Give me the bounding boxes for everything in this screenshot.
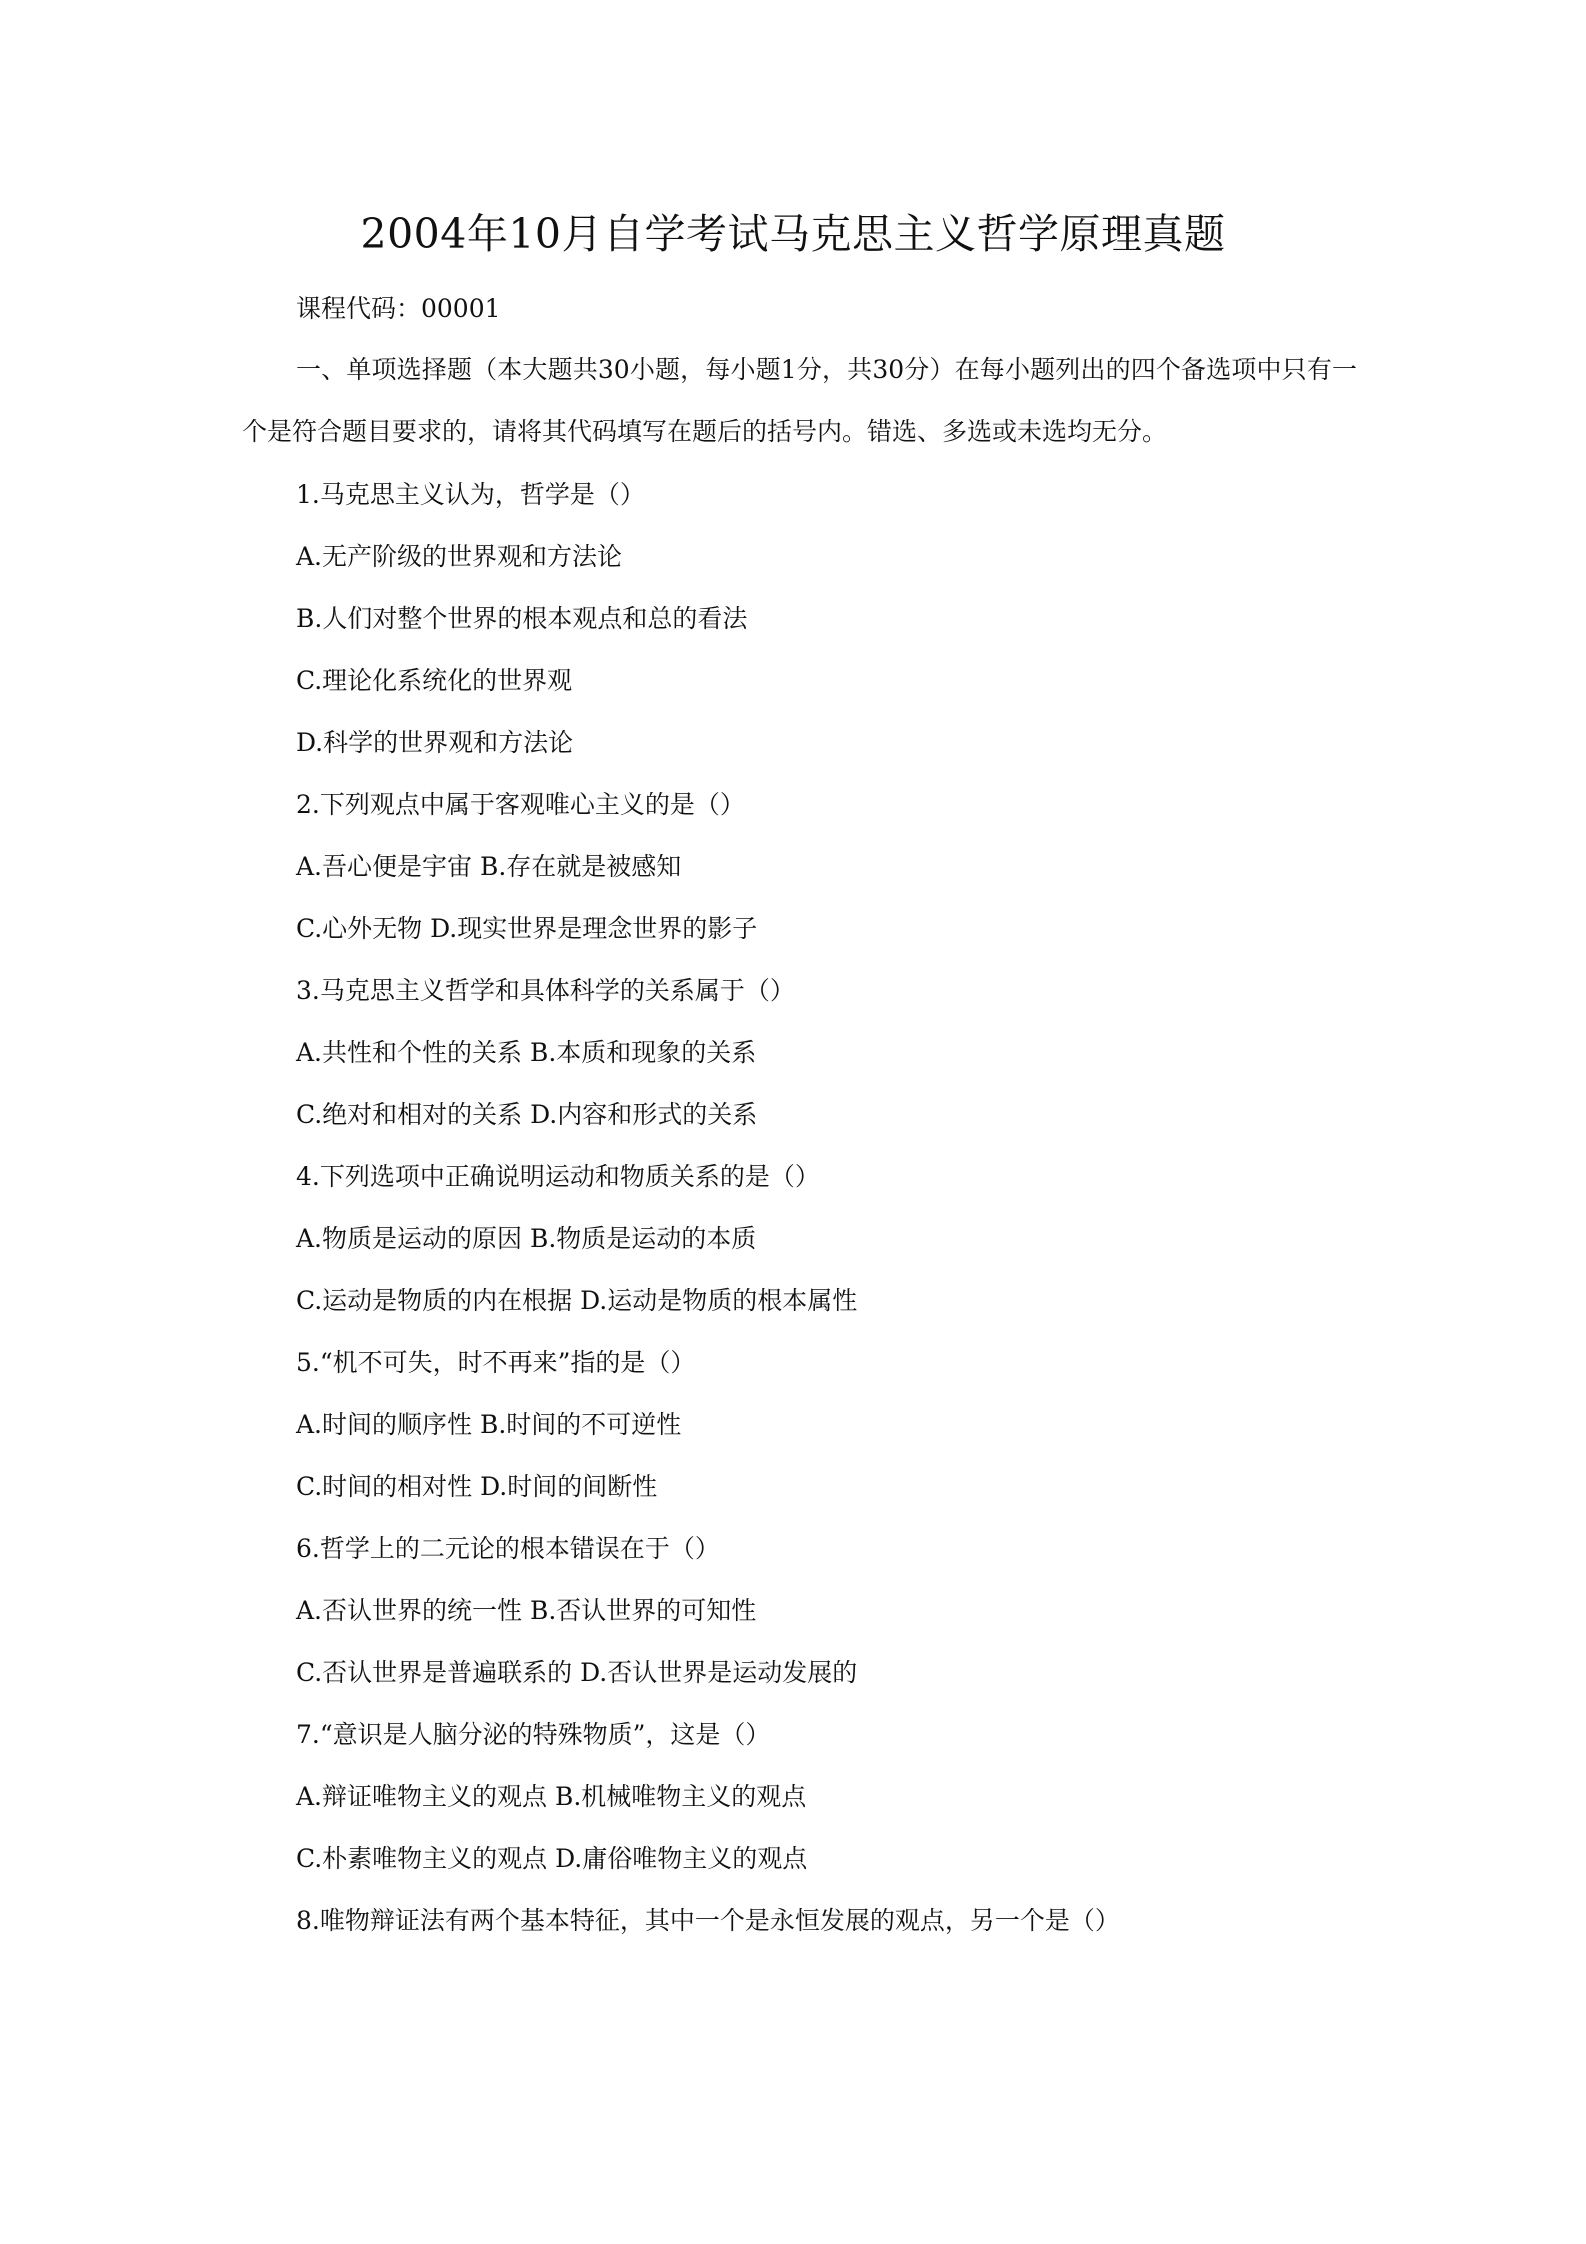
text-line: A.吾心便是宇宙 B.存在就是被感知 — [296, 851, 682, 881]
text-line: A.时间的顺序性 B.时间的不可逆性 — [296, 1409, 682, 1439]
text-line: C.理论化系统化的世界观 — [296, 665, 573, 695]
text-line: 4.下列选项中正确说明运动和物质关系的是（） — [296, 1161, 820, 1191]
text-line: 6.哲学上的二元论的根本错误在于（） — [296, 1533, 720, 1563]
text-line: 2.下列观点中属于客观唯心主义的是（） — [296, 789, 745, 819]
text-line: B.人们对整个世界的根本观点和总的看法 — [296, 603, 748, 633]
question-list — [242, 463, 1357, 1951]
document-body — [242, 278, 1357, 1951]
text-line: 1.马克思主义认为，哲学是（） — [296, 479, 645, 509]
text-line: C.朴素唯物主义的观点 D.庸俗唯物主义的观点 — [296, 1843, 808, 1873]
text-line: C.时间的相对性 D.时间的间断性 — [296, 1471, 658, 1501]
text-line: 3.马克思主义哲学和具体科学的关系属于（） — [296, 975, 795, 1005]
text-line: C.绝对和相对的关系 D.内容和形式的关系 — [296, 1099, 758, 1129]
document-title: 2004年10月自学考试马克思主义哲学原理真题 — [360, 210, 1226, 258]
section-heading: 一、单项选择题（本大题共30小题，每小题1分，共30分）在每小题列出的四个备选项中只有一个是符合题目要求的，请将其代码填写在题后的括号内。错选、多选或未选均无分。 — [242, 355, 1357, 446]
text-line: 7.“意识是人脑分泌的特殊物质”，这是（） — [296, 1719, 771, 1749]
text-line: A.物质是运动的原因 B.物质是运动的本质 — [296, 1223, 757, 1253]
course-code: 课程代码：00001 — [296, 294, 501, 323]
text-line: C.运动是物质的内在根据 D.运动是物质的根本属性 — [296, 1285, 858, 1315]
text-line: 8.唯物辩证法有两个基本特征，其中一个是永恒发展的观点，另一个是（） — [296, 1905, 1120, 1935]
text-line: A.共性和个性的关系 B.本质和现象的关系 — [296, 1037, 757, 1067]
text-line: C.心外无物 D.现实世界是理念世界的影子 — [296, 913, 758, 943]
text-line: D.科学的世界观和方法论 — [296, 727, 574, 757]
text-line: 5.“机不可失，时不再来”指的是（） — [296, 1347, 696, 1377]
text-line: C.否认世界是普遍联系的 D.否认世界是运动发展的 — [296, 1657, 858, 1687]
text-line: A.无产阶级的世界观和方法论 — [296, 541, 623, 571]
text-line: A.辩证唯物主义的观点 B.机械唯物主义的观点 — [296, 1781, 807, 1811]
text-line: A.否认世界的统一性 B.否认世界的可知性 — [296, 1595, 757, 1625]
